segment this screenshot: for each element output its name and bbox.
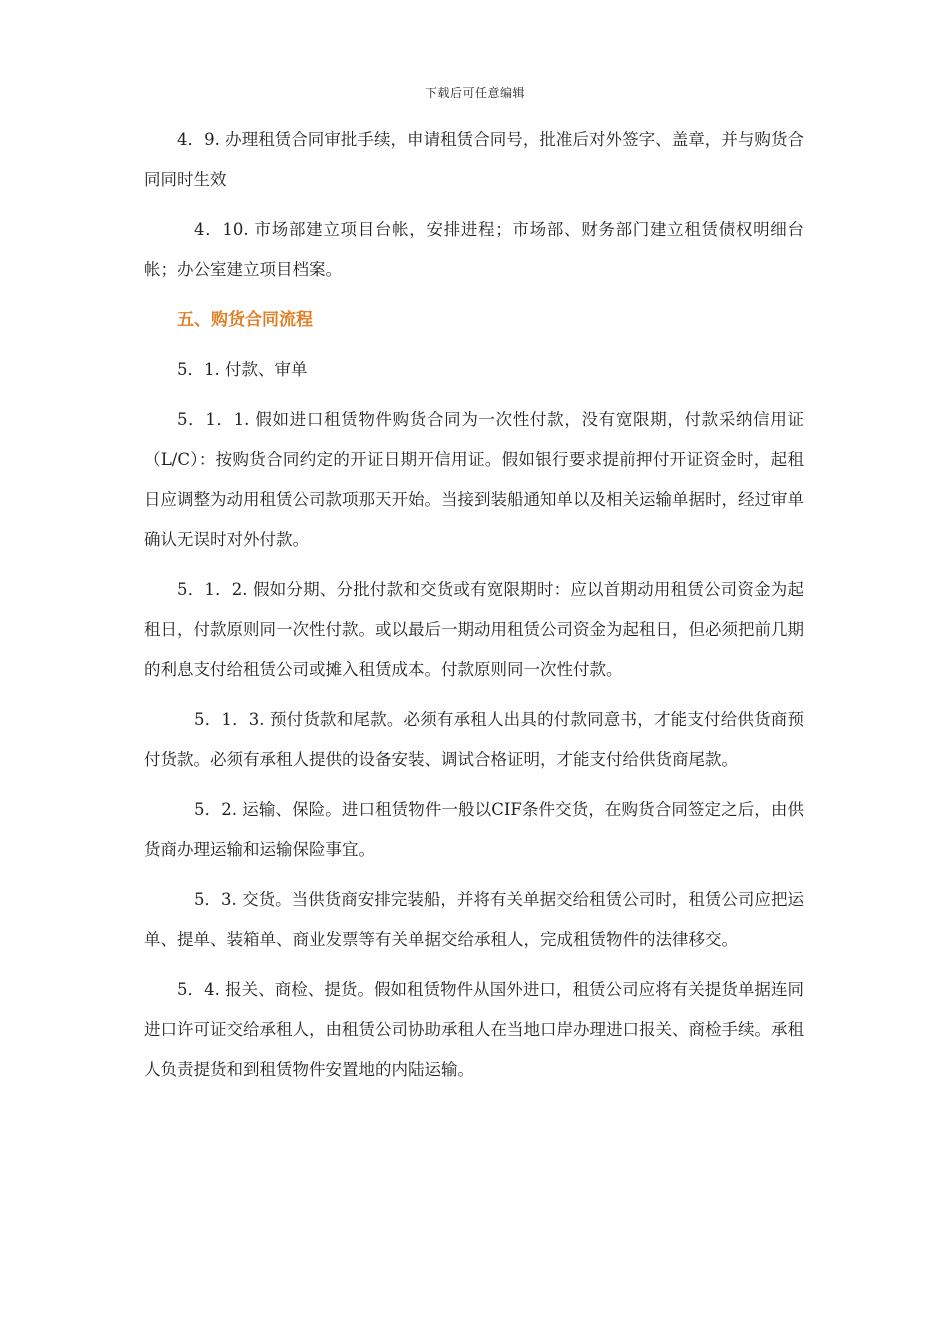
paragraph: 5．1. 付款、审单 xyxy=(177,360,308,379)
paragraph: 5．3. 交货。当供货商安排完装船，并将有关单据交给租赁公司时，租赁公司应把运单、提单、装箱单、商业发票等有关单据交给承租人，完成租赁物件的法律移交。 xyxy=(144,890,804,949)
paragraph: 5．4. 报关、商检、提货。假如租赁物件从国外进口，租赁公司应将有关提货单据连同进口许可证交给承租人，由租赁公司协助承租人在当地口岸办理进口报关、商检手续。承租人负责提货和到租赁物件安置地的内陆运输。 xyxy=(144,980,804,1079)
paragraph: 5．1．3. 预付货款和尾款。必须有承租人出具的付款同意书，才能支付给供货商预付货款。必须有承租人提供的设备安装、调试合格证明，才能支付给供货商尾款。 xyxy=(144,710,804,769)
paragraph: 5．2. 运输、保险。进口租赁物件一般以CIF条件交货，在购货合同签定之后，由供货商办理运输和运输保险事宜。 xyxy=(144,800,804,859)
paragraph: 5．1．1. 假如进口租赁物件购货合同为一次性付款，没有宽限期，付款采纳信用证（L/C）：按购货合同约定的开证日期开信用证。假如银行要求提前押付开证资金时，起租日应调整为动用租赁公司款项那天开始。当接到装船通知单以及相关运输单据时，经过审单确认无误时对外付款。 xyxy=(144,410,804,549)
paragraph: 4．9. 办理租赁合同审批手续，申请租赁合同号，批准后对外签字、盖章，并与购货合同同时生效 xyxy=(144,130,804,189)
paragraph: 5．1．2. 假如分期、分批付款和交货或有宽限期时：应以首期动用租赁公司资金为起租日，付款原则同一次性付款。或以最后一期动用租赁公司资金为起租日，但必须把前几期的利息支付给租赁公司或摊入租赁成本。付款原则同一次性付款。 xyxy=(144,580,804,679)
section-heading: 五、购货合同流程 xyxy=(177,310,313,330)
paragraph: 4．10. 市场部建立项目台帐，安排进程；市场部、财务部门建立租赁债权明细台帐；办公室建立项目档案。 xyxy=(144,220,804,279)
page-header: 下载后可任意编辑 xyxy=(424,86,525,100)
document-body xyxy=(144,120,804,1100)
